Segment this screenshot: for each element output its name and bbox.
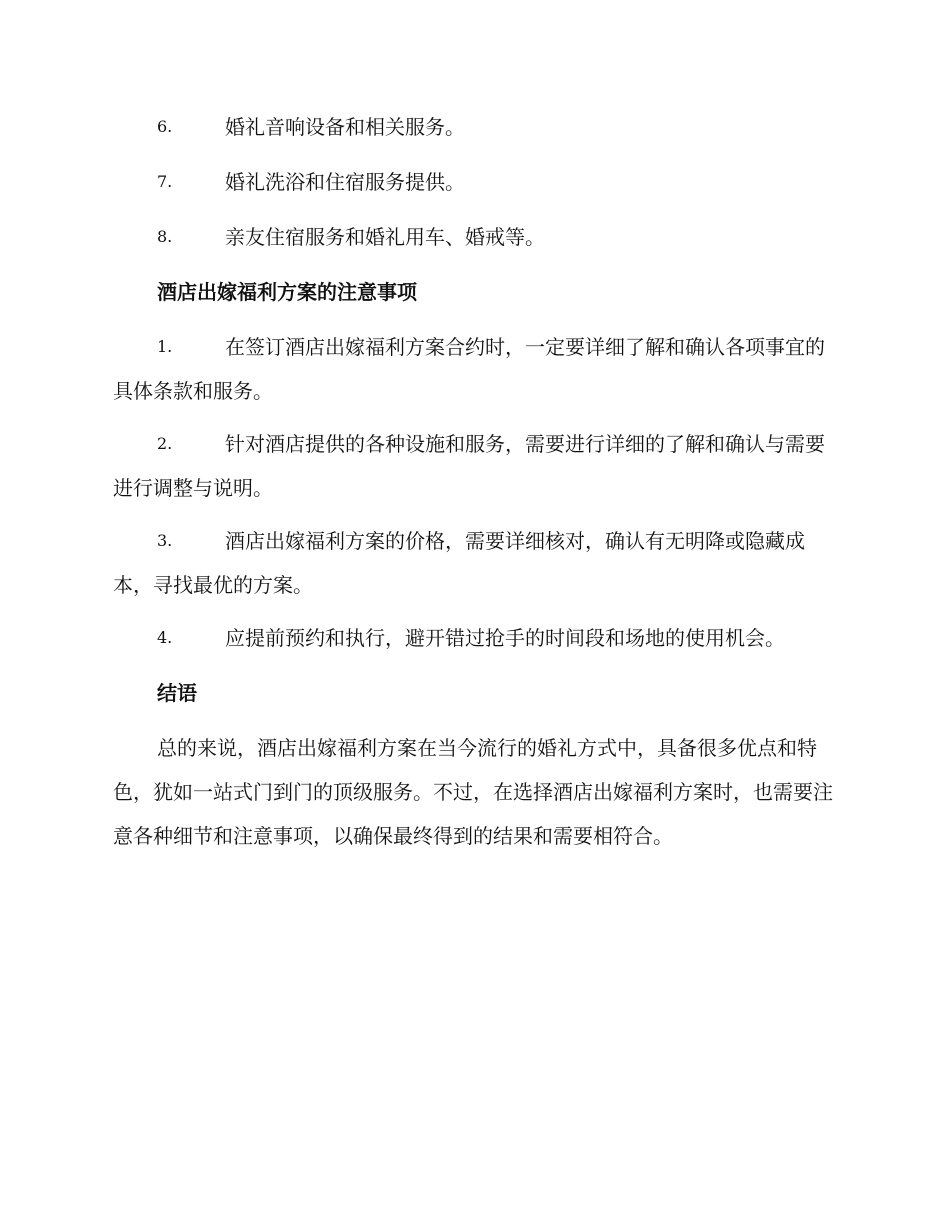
list-item-text: 亲友住宿服务和婚礼用车、婚戒等。 [225,225,545,249]
list-item-number: 6. [157,117,173,136]
section-heading-conclusion: 结语 [157,681,197,705]
section-heading-notes: 酒店出嫁福利方案的注意事项 [157,280,417,304]
list-item-number: 3. [157,531,173,550]
list-item-text: 针对酒店提供的各种设施和服务，需要进行详细的了解和确认与需要进行调整与说明。 [113,432,825,500]
list-item [113,422,838,510]
list-item [113,215,838,259]
conclusion-paragraph: 总的来说，酒店出嫁福利方案在当今流行的婚礼方式中，具备很多优点和特色，犹如一站式门到门的顶级服务。不过，在选择酒店出嫁福利方案时，也需要注意各种细节和注意事项，以确保最终得到的结果和需要相符合。 [113,736,833,848]
list-item-number: 7. [157,172,173,191]
list-item-text: 婚礼洗浴和住宿服务提供。 [225,170,465,194]
list-item-number: 2. [157,434,173,453]
list-item-text: 应提前预约和执行，避开错过抢手的时间段和场地的使用机会。 [225,626,785,650]
list-item-number: 8. [157,227,173,246]
list-item-text: 婚礼音响设备和相关服务。 [225,115,465,139]
list-item-number: 1. [157,337,173,356]
list-item-text: 酒店出嫁福利方案的价格，需要详细核对，确认有无明降或隐藏成本，寻找最优的方案。 [113,529,805,597]
list-item [113,160,838,204]
list-item-text: 在签订酒店出嫁福利方案合约时，一定要详细了解和确认各项事宜的具体条款和服务。 [113,335,825,403]
list-item [113,325,838,413]
list-item [113,105,838,149]
list-item [113,519,838,607]
list-item [113,616,838,660]
list-item-number: 4. [157,628,173,647]
